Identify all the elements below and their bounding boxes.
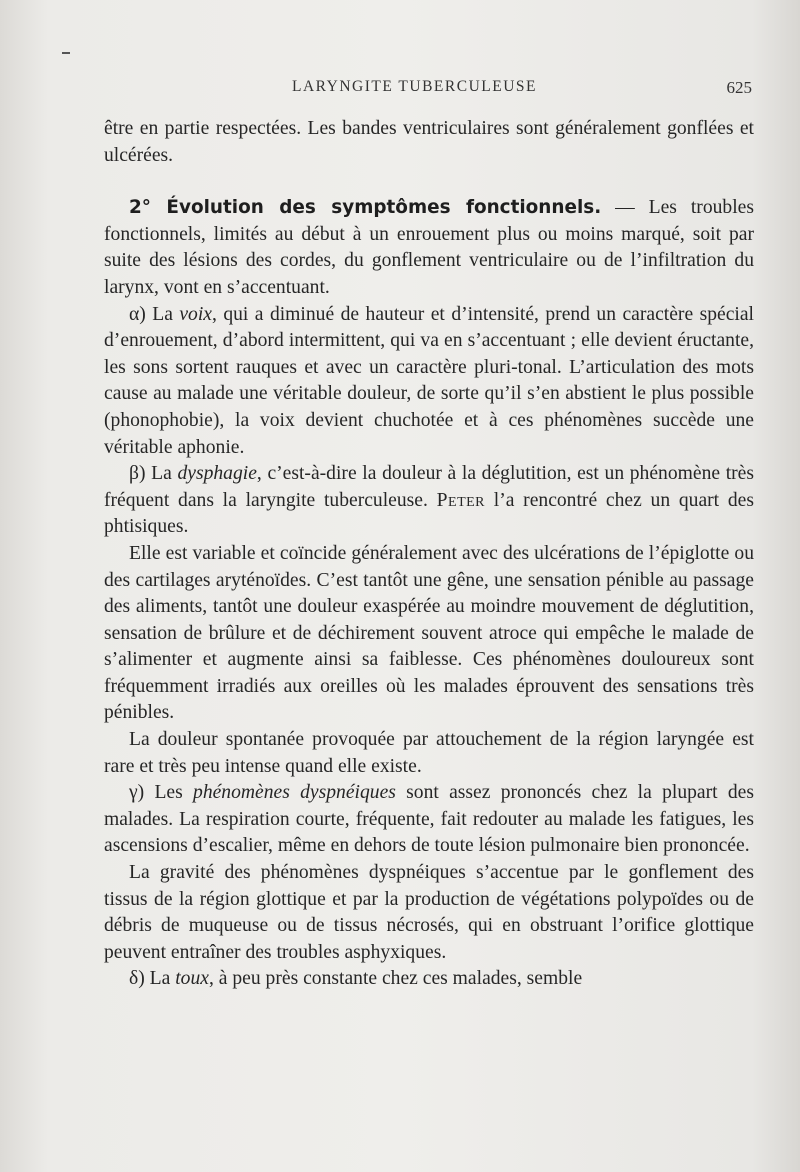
paragraph-toux: δ) La toux, à peu près constante chez ces malades, semble: [129, 968, 583, 990]
body-text: [104, 116, 754, 993]
paragraph-dysphagie: β) La dysphagie, c’est-à-dire la douleur à la déglutition, est un phénomène très fréquent dans la laryngite tuberculeuse. Peter l’a rencontré chez un quart des phtisiques.: [104, 463, 754, 538]
term-voix: voix: [179, 303, 212, 325]
paragraph-evolution: 2° Évolution des symptômes fonctionnels. — Les troubles fonctionnels, limités au début à un enrouement plus ou moins marqué, soit par suite des lésions des cordes, du gonflement ventriculaire ou de l’infiltration du larynx, vont en s’accentuant.: [104, 197, 754, 298]
paragraph-voix: α) La voix, qui a diminué de hauteur et d’intensité, prend un caractère spécial d’enrouement, d’abord intermittent, qui va en s’accentuant ; elle devient éructante, les sons sortent rauques et avec un caractère pluri-tonal. L’articulation des mots cause au malade une véritable douleur, de sorte qu’il s’en abstient le plus possible (phonophobie), la voix devient chuchotée et à ces phénomènes succède une véritable aphonie.: [104, 303, 754, 458]
page-number: 625: [726, 78, 752, 97]
section-heading: 2° Évolution des symptômes fonctionnels.: [129, 197, 602, 219]
paragraph-variable: Elle est variable et coïncide généralement avec des ulcérations de l’épiglotte ou des cartilages aryténoïdes. C’est tantôt une gêne, une sensation pénible au passage des aliments, tantôt une douleur exaspérée au moindre mouvement de déglutition, sensation de brûlure et de déchirement souvent atroce qui empêche le malade de s’alimenter et augmente ainsi sa faiblesse. Ces phénomènes douloureux sont fréquemment irradiés aux oreilles où les malades éprouvent des sensations très pénibles.: [104, 542, 754, 724]
author-name: Peter: [436, 489, 486, 511]
term-dyspnee: phénomènes dyspnéiques: [193, 782, 396, 804]
term-toux: toux: [175, 968, 209, 990]
paragraph-douleur: La douleur spontanée provoquée par attouchement de la région laryngée est rare et très peu intense quand elle existe.: [104, 729, 754, 777]
header-title: LARYNGITE TUBERCULEUSE: [292, 78, 537, 95]
paragraph-continuation: être en partie respectées. Les bandes ventriculaires sont généralement gonflées et ulcérées.: [104, 118, 754, 166]
paragraph-gravite: La gravité des phénomènes dyspnéiques s’accentue par le gonflement des tissus de la région glottique et par la production de végétations polypoïdes ou de débris de muqueuse ou de tissus nécrosés, qui en obstruant l’orifice glottique peuvent entraîner des troubles asphyxiques.: [104, 862, 754, 963]
running-header: [104, 78, 752, 102]
term-dysphagie: dysphagie: [177, 463, 257, 485]
margin-mark: [62, 52, 70, 54]
paragraph-dyspnee: γ) Les phénomènes dyspnéiques sont assez prononcés chez la plupart des malades. La respiration courte, fréquente, fait redouter au malade les fatigues, les ascensions d’escalier, même en dehors de toute lésion pulmonaire bien prononcée.: [104, 782, 754, 857]
